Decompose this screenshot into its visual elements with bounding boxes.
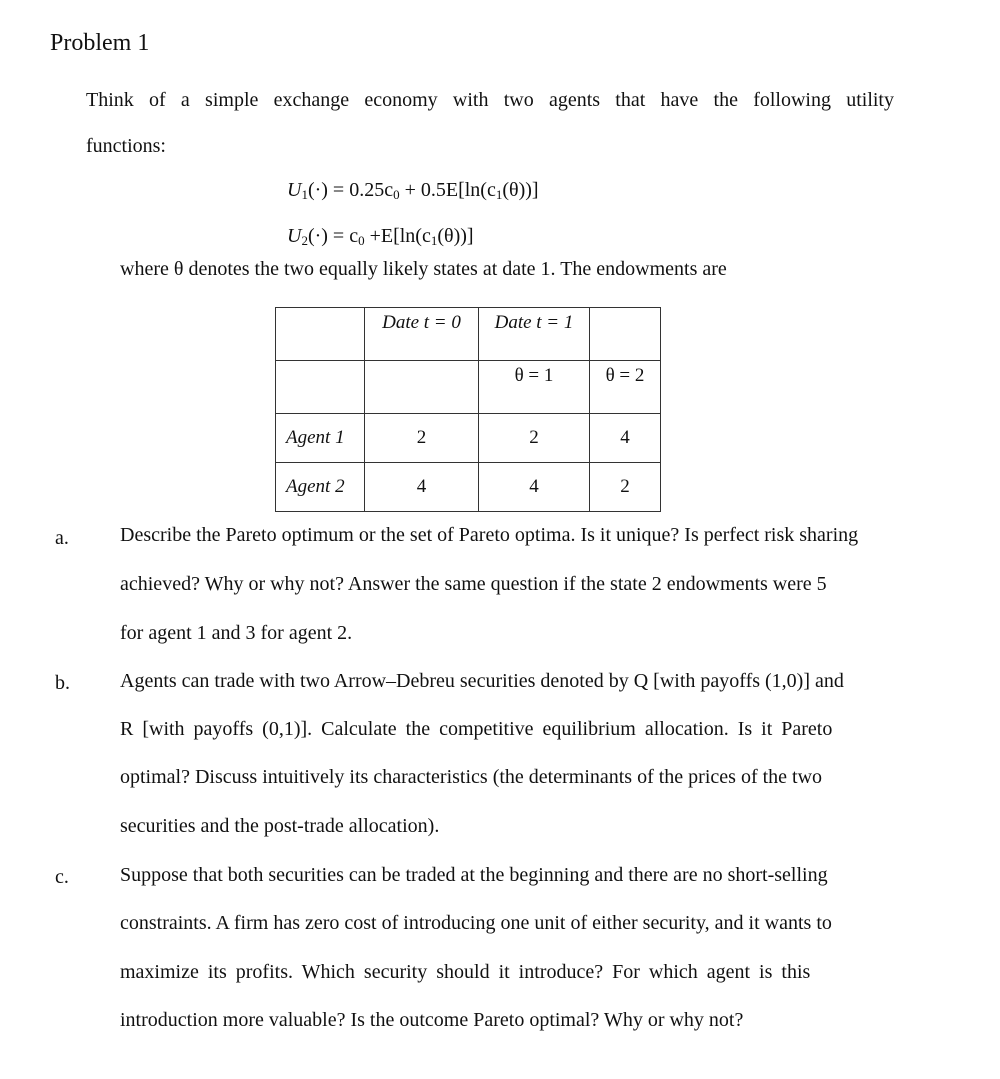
header-state-2: θ = 2 — [590, 361, 661, 414]
u1-end: (θ))] — [502, 179, 539, 201]
endowment-table — [275, 307, 661, 512]
intro-line-1 — [86, 89, 894, 112]
question-c-line-3: maximize its profits. Which security should it introduce? For which agent is this — [120, 961, 811, 983]
intro-word: have — [660, 89, 699, 111]
question-b-line-4: securities and the post-trade allocation). — [120, 815, 440, 837]
table-corner-cell — [276, 308, 365, 361]
u2-rest: +E[ln(c — [364, 225, 431, 247]
u2-c0-subscript: 0 — [358, 233, 365, 248]
intro-word: with — [452, 89, 489, 111]
header-state-1: θ = 1 — [479, 361, 590, 414]
table-row — [276, 463, 661, 512]
intro-word: the — [713, 89, 738, 111]
intro-word: two — [503, 89, 534, 111]
row-label-agent-1: Agent 1 — [276, 414, 365, 463]
intro-word: Think — [86, 89, 134, 111]
u2-symbol: U — [287, 225, 302, 247]
row-label-agent-2: Agent 2 — [276, 463, 365, 512]
table-row — [276, 414, 661, 463]
question-b-line-3: optimal? Discuss intuitively its characteristics (the determinants of the prices of the two — [120, 766, 823, 788]
u2-subscript: 2 — [301, 233, 308, 248]
intro-word: that — [615, 89, 646, 111]
question-c-line-2: constraints. A firm has zero cost of introducing one unit of either security, and it wants to — [120, 912, 832, 934]
u1-c1-subscript: 1 — [495, 187, 503, 202]
u2-mid: (·) = c — [307, 225, 359, 247]
u1-c0-subscript: 0 — [393, 187, 400, 202]
question-b-marker: b. — [55, 672, 70, 694]
utility-equation-1 — [287, 179, 539, 203]
question-b-line-1: Agents can trade with two Arrow–Debreu securities denoted by Q [with payoffs (1,0)] and — [120, 670, 844, 692]
intro-word: economy — [364, 89, 438, 111]
intro-line-2: functions: — [86, 135, 166, 157]
row-label-empty — [276, 361, 365, 414]
header-empty — [590, 308, 661, 361]
problem-title: Problem 1 — [50, 30, 150, 56]
intro-word: following — [753, 89, 831, 111]
question-c-line-1: Suppose that both securities can be traded at the beginning and there are no short-selling — [120, 864, 828, 886]
header-date-1: Date t = 1 — [479, 308, 590, 361]
utility-equation-2 — [287, 225, 474, 249]
where-line: where θ denotes the two equally likely states at date 1. The endowments are — [120, 258, 727, 280]
intro-word: utility — [846, 89, 894, 111]
question-a-line-3: for agent 1 and 3 for agent 2. — [120, 622, 353, 644]
question-a-line-2: achieved? Why or why not? Answer the same question if the state 2 endowments were 5 — [120, 573, 827, 595]
question-b-line-2: R [with payoffs (0,1)]. Calculate the competitive equilibrium allocation. Is it Pareto — [120, 718, 833, 740]
cell-agent2-s1: 4 — [479, 463, 590, 512]
u1-mid: (·) = 0.25c — [307, 179, 394, 201]
intro-word: a — [180, 89, 190, 111]
u2-end: (θ))] — [437, 225, 474, 247]
question-a-line-1: Describe the Pareto optimum or the set of Pareto optima. Is it unique? Is perfect risk sharing — [120, 524, 859, 546]
question-c-line-4: introduction more valuable? Is the outcome Pareto optimal? Why or why not? — [120, 1009, 744, 1031]
cell-agent1-t0: 2 — [365, 414, 479, 463]
u2-c1-subscript: 1 — [430, 233, 438, 248]
u1-rest: + 0.5E[ln(c — [399, 179, 496, 201]
cell-agent1-s2: 4 — [590, 414, 661, 463]
u1-symbol: U — [287, 179, 302, 201]
question-a-marker: a. — [55, 527, 69, 549]
cell-agent2-t0: 4 — [365, 463, 479, 512]
cell-agent2-s2: 2 — [590, 463, 661, 512]
u1-subscript: 1 — [301, 187, 308, 202]
intro-word: simple — [205, 89, 259, 111]
intro-word: of — [149, 89, 166, 111]
intro-word: agents — [548, 89, 601, 111]
question-c-marker: c. — [55, 866, 69, 888]
header-date-0: Date t = 0 — [365, 308, 479, 361]
state-row-empty — [365, 361, 479, 414]
intro-word: exchange — [273, 89, 350, 111]
cell-agent1-s1: 2 — [479, 414, 590, 463]
